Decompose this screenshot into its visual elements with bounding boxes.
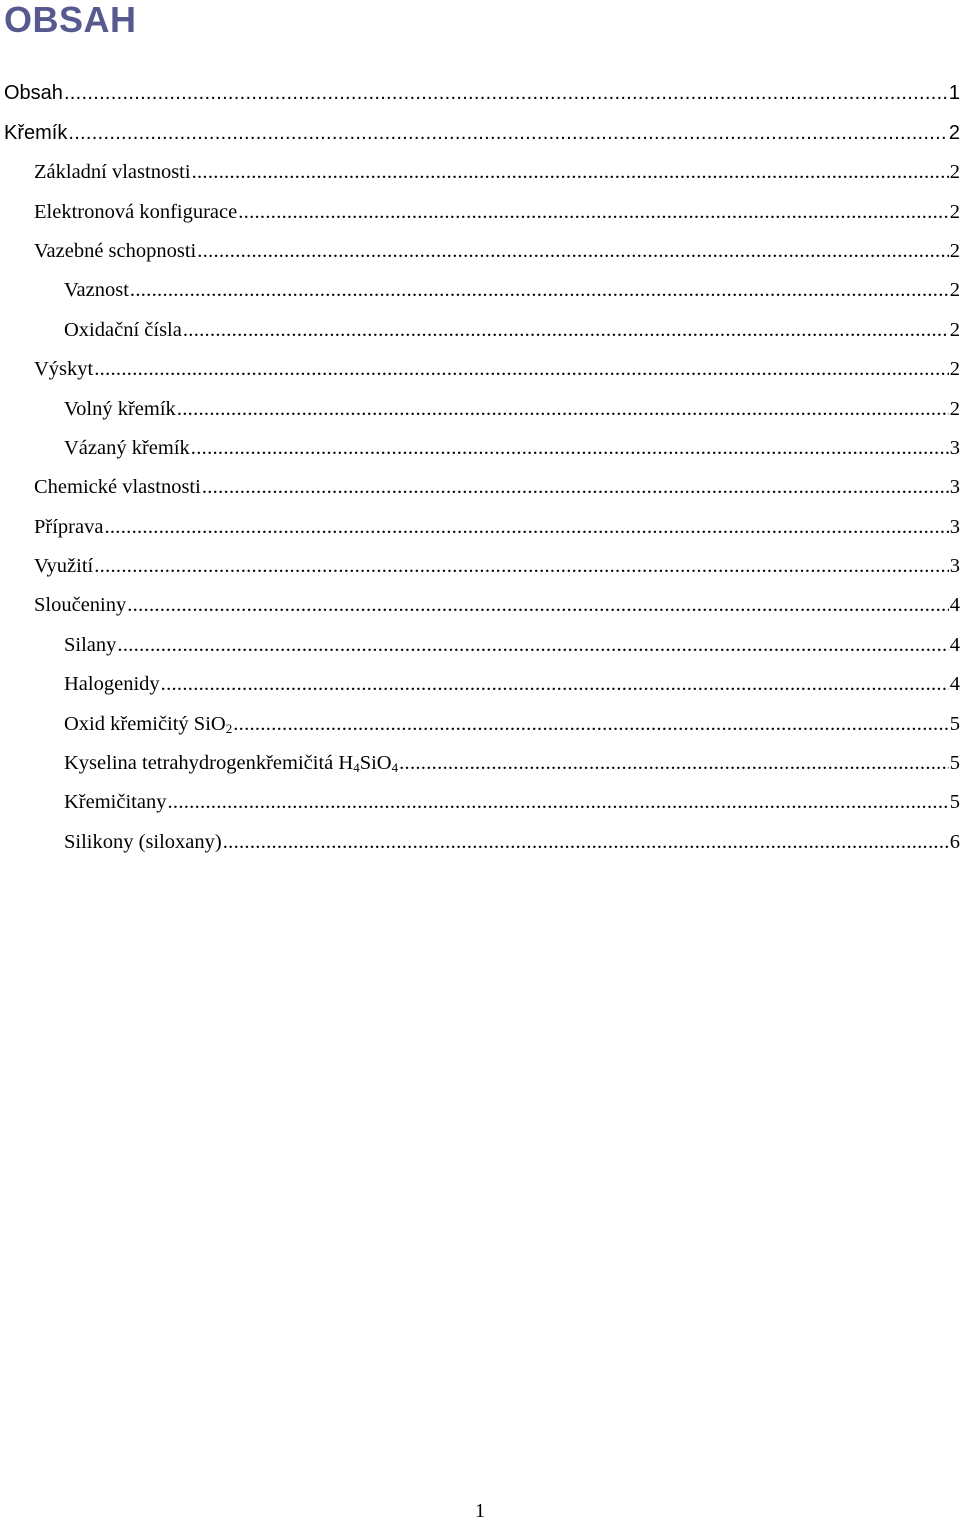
toc-entry-title: Křemík [4, 121, 68, 144]
dot-leader [233, 711, 949, 737]
toc-entry-zakladni-vlastnosti[interactable] [0, 152, 960, 191]
toc-entry-vazany-kremik[interactable] [0, 428, 960, 467]
dot-leader [104, 514, 948, 540]
toc-entry-title: Elektronová konfigurace [34, 200, 238, 223]
toc-entry-oxidacni-cisla[interactable] [0, 309, 960, 348]
toc-title-text: Oxid křemičitý SiO [64, 712, 226, 735]
toc-entry-page: 3 [949, 515, 960, 538]
toc-entry-kremicitany[interactable] [0, 782, 960, 821]
toc-entry-halogenidy[interactable] [0, 664, 960, 703]
dot-leader [117, 632, 948, 658]
toc-entry-title: Chemické vlastnosti [34, 476, 201, 499]
toc-heading: OBSAH [4, 0, 137, 40]
toc-entry-page: 4 [949, 673, 960, 696]
toc-entry-page: 2 [949, 239, 960, 262]
toc-entry-page: 6 [949, 830, 960, 853]
toc-entry-page: 4 [949, 594, 960, 617]
toc-entry-title: Základní vlastnosti [34, 161, 191, 184]
toc-entry-page: 2 [949, 279, 960, 302]
dot-leader [177, 396, 949, 422]
dot-leader [238, 199, 949, 225]
toc-entry-title: Vaznost [64, 279, 129, 302]
toc-entry-vyskyt[interactable] [0, 349, 960, 388]
toc-entry-kremik[interactable] [0, 112, 960, 151]
toc-entry-page: 5 [949, 791, 960, 814]
toc-entry-vaznost[interactable] [0, 270, 960, 309]
toc-entry-page: 4 [949, 633, 960, 656]
toc-entry-title: Vázaný křemík [64, 436, 190, 459]
toc-entry-volny-kremik[interactable] [0, 388, 960, 427]
toc-entry-title: Obsah [4, 82, 63, 105]
subscript: 2 [225, 720, 233, 736]
dot-leader [192, 159, 949, 185]
table-of-contents [0, 73, 960, 861]
toc-entry-title: Křemičitany [64, 791, 167, 814]
toc-entry-title: Příprava [34, 515, 104, 538]
toc-entry-title: Oxidační čísla [64, 318, 182, 341]
toc-entry-title: Výskyt [34, 358, 94, 381]
dot-leader [223, 829, 949, 855]
dot-leader [183, 317, 949, 343]
dot-leader [161, 671, 949, 697]
toc-entry-oxid-kremicity[interactable] [0, 703, 960, 742]
toc-entry-title: Sloučeniny [34, 594, 127, 617]
toc-entry-priprava[interactable] [0, 506, 960, 545]
toc-entry-page: 5 [949, 712, 960, 735]
toc-entry-title [64, 750, 398, 776]
toc-entry-elektronova-konfigurace[interactable] [0, 191, 960, 230]
page-number: 1 [475, 1500, 485, 1522]
toc-entry-obsah[interactable] [0, 73, 960, 112]
toc-entry-slouceniny[interactable] [0, 585, 960, 624]
dot-leader [64, 80, 948, 106]
dot-leader [94, 356, 949, 382]
dot-leader [68, 120, 948, 146]
toc-entry-vyuziti[interactable] [0, 546, 960, 585]
toc-entry-title: Volný křemík [64, 397, 176, 420]
toc-entry-title: Využití [34, 555, 94, 578]
toc-entry-kyselina-tetrahydrogenkremicita[interactable] [0, 743, 960, 782]
toc-entry-page: 3 [949, 555, 960, 578]
toc-entry-title [64, 711, 232, 737]
dot-leader [130, 277, 949, 303]
toc-entry-page: 3 [949, 476, 960, 499]
toc-entry-page: 1 [948, 82, 960, 105]
dot-leader [167, 789, 948, 815]
toc-entry-title: Silikony (siloxany) [64, 830, 222, 853]
toc-entry-page: 2 [949, 200, 960, 223]
toc-entry-page: 3 [949, 436, 960, 459]
toc-entry-silany[interactable] [0, 624, 960, 663]
toc-entry-silikony[interactable] [0, 821, 960, 860]
toc-entry-title: Halogenidy [64, 673, 160, 696]
dot-leader [191, 435, 949, 461]
toc-title-text: Kyselina tetrahydrogenkřemičitá H [64, 752, 354, 775]
toc-entry-page: 5 [949, 752, 960, 775]
toc-entry-chemicke-vlastnosti[interactable] [0, 467, 960, 506]
toc-entry-page: 2 [949, 318, 960, 341]
toc-entry-page: 2 [948, 121, 960, 144]
dot-leader [197, 238, 949, 264]
toc-entry-title: Silany [64, 633, 117, 656]
dot-leader [399, 750, 949, 776]
dot-leader [202, 474, 949, 500]
subscript: 4 [391, 760, 399, 776]
toc-entry-page: 2 [949, 161, 960, 184]
toc-entry-title: Vazebné schopnosti [34, 239, 197, 262]
dot-leader [94, 553, 949, 579]
toc-title-text: SiO [359, 752, 392, 775]
toc-entry-page: 2 [949, 397, 960, 420]
dot-leader [127, 592, 949, 618]
subscript: 4 [353, 760, 360, 776]
toc-entry-vazebne-schopnosti[interactable] [0, 231, 960, 270]
toc-entry-page: 2 [949, 358, 960, 381]
